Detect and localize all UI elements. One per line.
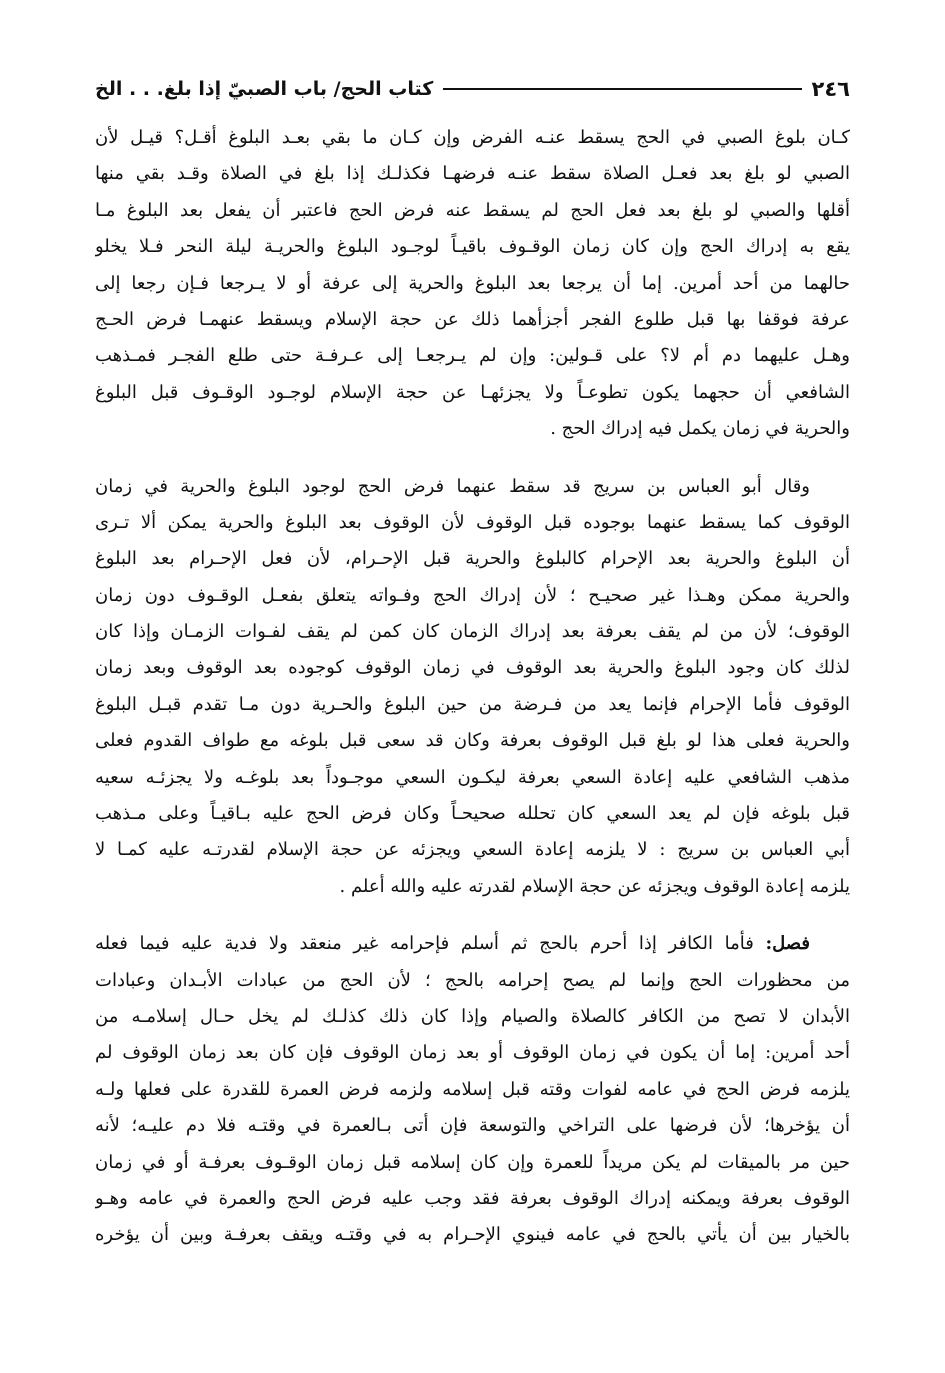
header-rule	[443, 88, 801, 90]
text-line: قبل بلوغه فإن لم يعد السعي كان تحلله صحيحـاً وكان فرض الحج عليه بـاقيـاً وعلى مـذهب	[95, 803, 850, 825]
text-line: أحد أمرين: إما أن يكون في زمان الوقوف أو بعد زمان الوقوف فإن كان بعد زمان الوقوف لم	[95, 1042, 850, 1064]
text-line-content: فأما الكافر إذا أحرم بالحج ثم أسلم فإحرامه غير منعقد ولا فدية عليه فيما فعله	[95, 933, 754, 955]
text-line: بالخيار بين أن يأتي بالحج في عامه فينوي الإحـرام به في وقتـه ويقف بعرفـة وبين أن يؤخره	[95, 1224, 850, 1246]
text-line: لذلك كان وجود البلوغ والحرية بعد الوقوف في زمان الوقوف كوجوده بعد الوقوف وبعد زمان	[95, 657, 850, 679]
body-text	[95, 120, 850, 1275]
text-line: حين مر بالميقات لم يكن مريداً للعمرة وإن كان إسلامه قبل زمان الوقـوف بعرفـة أو في زمان	[95, 1151, 850, 1173]
section-heading: فصل:	[765, 933, 810, 955]
text-line: الأبدان لا تصح من الكافر كالصلاة والصيام وإذا كان ذلك كذلـك لم يخل حـال إسلامـه من	[95, 1005, 850, 1027]
page-number: ٢٤٦	[811, 77, 850, 101]
text-line: من محظورات الحج وإنما لم يصح إحرامه بالحج ؛ لأن الحج من عبادات الأبـدان وعبادات	[95, 969, 850, 991]
text-line: والحرية فعلى هذا لو بلغ قبل الوقوف بعرفة وكان قد سعى قبل بلوغه مع طواف القدوم فعلى	[95, 730, 850, 752]
text-line: والحرية ممكن وهـذا غير صحيـح ؛ لأن إدراك الحج وفـواته يتعلق بفعـل الوقـوف دون زمان	[95, 584, 850, 606]
paragraph-1	[95, 120, 850, 448]
text-line: كـان بلوغ الصبي في الحج يسقط عنـه الفرض وإن كـان ما بقي بعـد البلوغ أقـل؟ قيـل لأن	[95, 127, 850, 148]
text-line: حالهما من أحد أمرين. إما أن يرجعا بعد البلوغ والحرية إلى عرفة أو لا يـرجعا فـإن رجعا إلى	[95, 272, 850, 294]
text-line: يلزمه إعادة الوقوف ويجزئه عن حجة الإسلام لقدرته عليه والله أعلم .	[339, 875, 850, 897]
text-line: يقع به إدراك الحج وإن كان زمان الوقـوف باقيـاً لوجـود البلوغ والحريـة ليلة النحر فـلا يخلو	[95, 236, 850, 258]
text-line: وقال أبو العباس بن سريج قد سقط عنهما فرض الحج لوجود البلوغ والحرية في زمان	[95, 475, 810, 497]
text-line: وهـل عليهما دم أم لا؟ على قـولين: وإن لم يـرجعـا إلى عـرفـة حتى طلع الفجـر فمـذهب	[95, 345, 850, 367]
text-line: أن البلوغ والحرية بعد الإحرام كالبلوغ والحرية قبل الإحـرام، لأن فعل الإحـرام بعد البلوغ	[95, 548, 850, 570]
paragraph-3	[95, 926, 850, 1254]
text-line: أقلها والصبي لو بلغ بعد فعل الحج لم يسقط عنه فرض الحج فاعتبر أن يفعل بعد البلوغ مـا	[95, 199, 850, 221]
text-line: الشافعي أن حجهما يكون تطوعـاً ولا يجزئهـا عن حجة الإسلام لوجـود الوقـوف قبل البلوغ	[95, 381, 850, 403]
text-line: مذهب الشافعي عليه إعادة السعي بعرفة ليكـون السعي موجـوداً بعد بلوغـه ولا يجزئـه سعيه	[95, 766, 850, 788]
text-line: الوقوف كما يسقط عنهما بوجوده قبل الوقوف لأن الوقوف بعد البلوغ والحرية يمكن ألا تـرى	[95, 511, 850, 533]
text-line: عرفة فوقفا بها قبل طلوع الفجر أجزأهما ذلك عن حجة الإسلام ويسقط عنهمـا فرض الحـج	[95, 308, 850, 330]
text-line-with-heading	[95, 926, 850, 962]
text-line: الوقوف؛ لأن من لم يقف بعرفة بعد إدراك الزمان كان كمن لم يقف لفـوات الزمـان وإذا كان	[95, 621, 850, 643]
text-line: أبي العباس بن سريج : لا يلزمه إعادة السعي ويجزئه عن حجة الإسلام لقدرتـه عليه كمـا لا	[95, 839, 850, 861]
text-line: يلزمه فرض الحج في عامه لفوات وقته قبل إسلامه ولزمه فرض العمرة للقدرة على فعلها ولـه	[95, 1078, 850, 1100]
page-header	[95, 72, 850, 106]
text-line: الصبي لو بلغ بعد فعـل الصلاة سقط عنـه فرضهـا فكذلـك إذا بلغ في الصلاة وقـد بقي منها	[95, 163, 850, 185]
paragraph-2	[95, 469, 850, 906]
text-line: والحرية في زمان يكمل فيه إدراك الحج .	[550, 418, 850, 440]
running-title: كتاب الحج/ باب الصبيّ إذا بلغ. . . الخ	[95, 78, 434, 100]
text-line: الوقوف فأما الإحرام فإنما يعد من فـرضة من حين البلوغ والحـرية دون مـا تقدم قبـل البلوغ	[95, 693, 850, 715]
text-line: أن يؤخرها؛ لأن فرضها على التراخي والتوسعة فإن أتى بـالعمرة في وقتـه فلا دم عليـه؛ لأنه	[95, 1115, 850, 1137]
text-line: الوقوف بعرفة ويمكنه إدراك الوقوف بعرفة فقد وجب عليه فرض الحج والعمرة في عامه وهـو	[95, 1187, 850, 1209]
